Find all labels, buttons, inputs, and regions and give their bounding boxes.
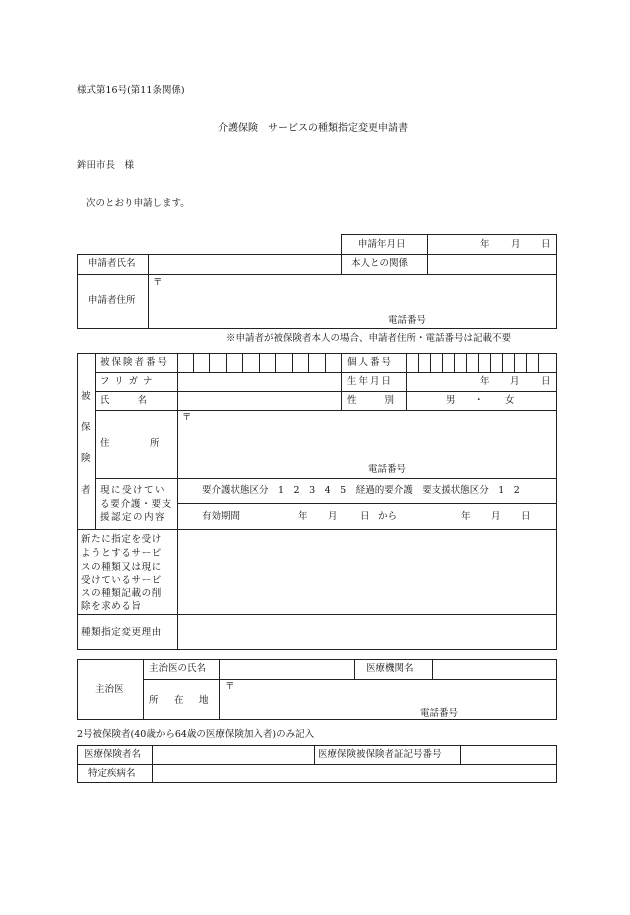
applicant-note: ※申請者が被保険者本人の場合、申請者住所・電話番号は記載不要 <box>226 333 512 344</box>
applicant-address-label: 申請者住所 <box>88 295 136 306</box>
care-label-3: 援認定の内容 <box>100 512 167 523</box>
valid-to-day: 日 <box>521 511 531 522</box>
birth-year-unit: 年 <box>480 376 490 387</box>
birth-day-unit: 日 <box>541 376 551 387</box>
date-year-unit: 年 <box>480 239 490 250</box>
insured-side-label-3: 険 <box>81 453 91 464</box>
date-day-unit: 日 <box>541 239 551 250</box>
doctor-postal-mark: 〒 <box>225 681 235 692</box>
birthdate-label: 生年月日 <box>347 376 394 387</box>
valid-from-day: 日 <box>360 511 370 522</box>
institution-label: 医療機関名 <box>366 663 414 674</box>
valid-from-label: から <box>378 511 398 522</box>
new-service-label-6: 除を求める旨 <box>81 601 142 612</box>
applicant-phone-label: 電話番号 <box>388 315 427 326</box>
sex-label: 性 別 <box>347 395 398 406</box>
new-service-label-1: 新たに指定を受け <box>81 534 162 545</box>
new-service-label-3: スの種類又は現に <box>81 562 162 573</box>
care-label-2: る要介護・要支 <box>100 499 173 510</box>
relation-label: 本人との関係 <box>351 258 409 269</box>
doctor-phone-label: 電話番号 <box>420 708 459 719</box>
insured-phone-label: 電話番号 <box>368 464 407 475</box>
intro-text: 次のとおり申請します。 <box>86 198 190 209</box>
valid-to-month: 月 <box>491 511 501 522</box>
postal-mark: 〒 <box>153 277 163 288</box>
insured-side-label-1: 被 <box>81 391 91 402</box>
insured-number-label: 被保険者番号 <box>100 357 170 368</box>
sex-separator: ・ <box>474 395 484 406</box>
valid-to-year: 年 <box>461 511 471 522</box>
valid-period-label: 有効期間 <box>202 511 241 522</box>
valid-from-year: 年 <box>298 511 308 522</box>
insurer-name-label: 医療保険者名 <box>84 749 142 760</box>
insured-postal-mark: 〒 <box>182 412 192 423</box>
insured-name-label: 氏 名 <box>100 395 151 406</box>
date-month-unit: 月 <box>511 239 521 250</box>
applicant-table <box>77 254 557 329</box>
change-reason-label: 種類指定変更理由 <box>81 627 162 638</box>
addressee: 鉾田市長 様 <box>77 160 135 171</box>
new-service-label-4: 受けているサービ <box>81 575 162 586</box>
doctor-side-label: 主治医 <box>95 684 124 695</box>
sex-female: 女 <box>505 395 515 406</box>
location-label: 所 在 地 <box>149 695 212 706</box>
care-level-text: 要介護状態区分 1 2 3 4 5 経過的要介護 要支援状態区分 1 2 <box>202 485 520 496</box>
specified-disease-label: 特定疾病名 <box>88 768 136 779</box>
insured-side-label-2: 保 <box>81 422 91 433</box>
personal-number-label: 個人番号 <box>347 357 394 368</box>
card-number-label: 医療保険被保険者証記号番号 <box>318 749 442 760</box>
doctor-name-label: 主治医の氏名 <box>149 663 207 674</box>
page-title: 介護保険 サービスの種類指定変更申請書 <box>218 123 408 134</box>
new-service-label-5: スの種類記載の削 <box>81 588 162 599</box>
furigana-label: フリガナ <box>100 376 158 387</box>
valid-from-month: 月 <box>328 511 338 522</box>
application-date-label: 申請年月日 <box>358 239 406 250</box>
sex-male: 男 <box>446 395 456 406</box>
category2-heading: 2号被保険者(40歳から64歳の医療保険加入者)のみ記入 <box>77 729 315 740</box>
care-label-1: 現に受けてい <box>100 485 167 496</box>
applicant-name-label: 申請者氏名 <box>88 258 136 269</box>
birth-month-unit: 月 <box>510 376 520 387</box>
insured-side-label-4: 者 <box>81 485 91 496</box>
new-service-label-2: ようとするサービ <box>81 548 162 559</box>
form-number: 様式第16号(第11条関係) <box>77 85 185 96</box>
insured-address-label: 住 所 <box>100 438 163 449</box>
